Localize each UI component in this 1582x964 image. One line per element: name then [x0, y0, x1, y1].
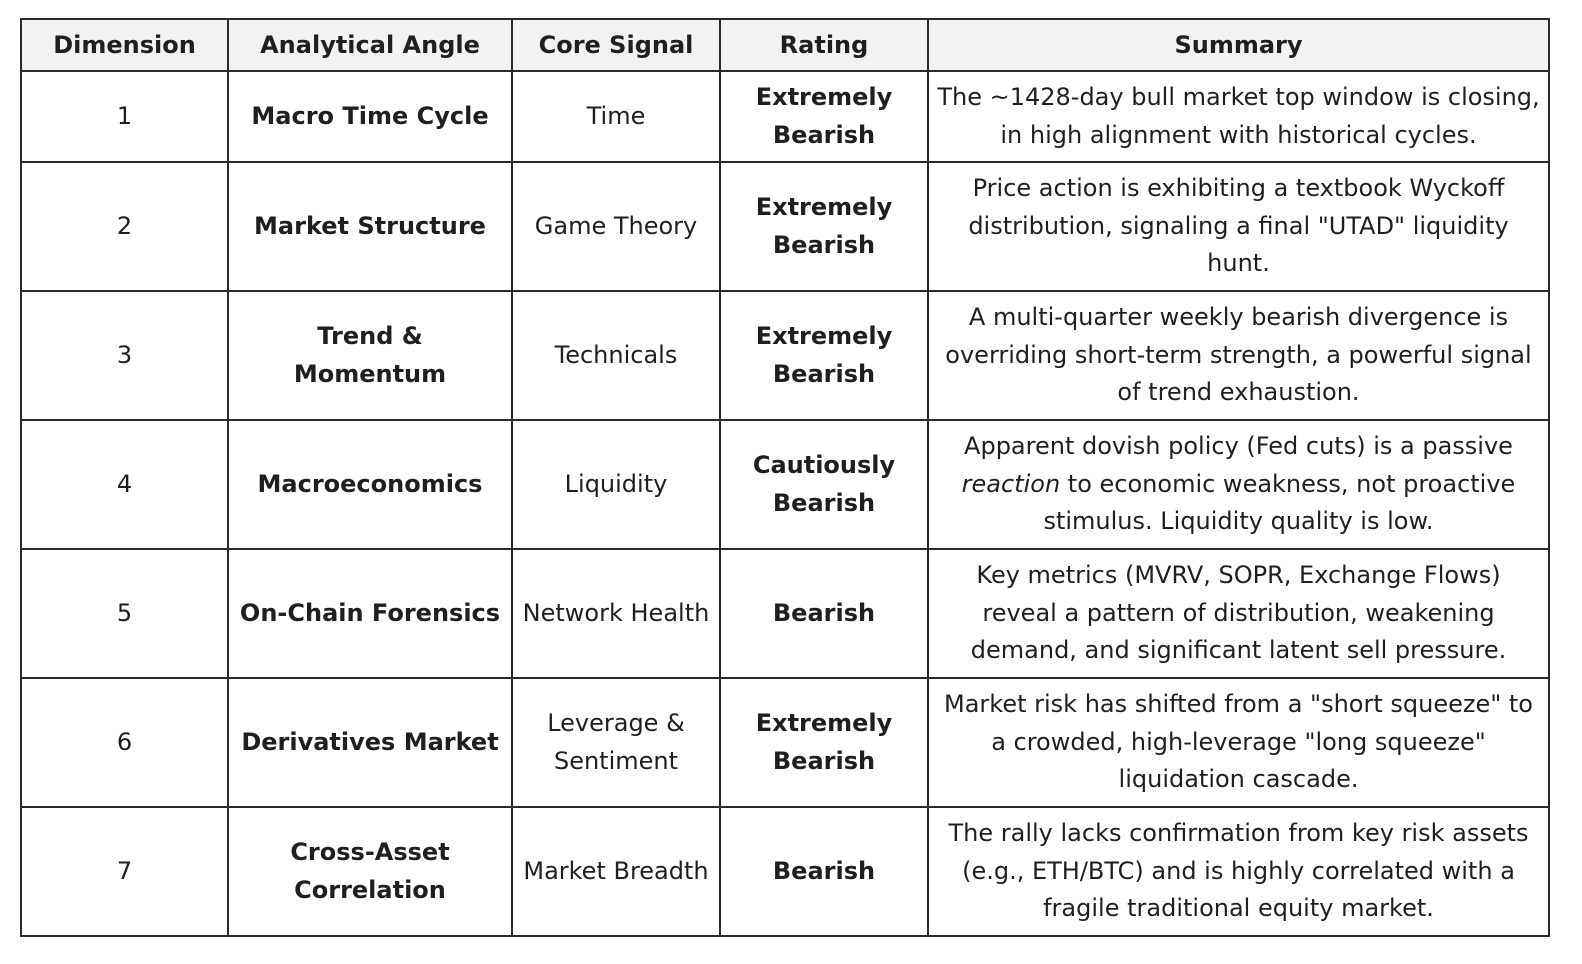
- core-signal-cell: Market Breadth: [512, 807, 720, 936]
- table-row: [21, 162, 1549, 291]
- table-row: [21, 549, 1549, 678]
- header-analytical-angle: Analytical Angle: [228, 19, 512, 71]
- summary-cell: [928, 71, 1549, 162]
- dimension-cell: 4: [21, 420, 228, 549]
- table-row: [21, 420, 1549, 549]
- summary-cell: [928, 807, 1549, 936]
- rating-cell: Extremely Bearish: [720, 678, 928, 807]
- rating-cell: Bearish: [720, 807, 928, 936]
- analysis-table: [20, 18, 1550, 937]
- header-rating: Rating: [720, 19, 928, 71]
- core-signal-cell: Liquidity: [512, 420, 720, 549]
- summary-text: Key metrics (MVRV, SOPR, Exchange Flows) reveal a pattern of distribution, weakening demand, and significant latent sell pressure.: [970, 561, 1507, 665]
- table-row: [21, 678, 1549, 807]
- summary-text: The ~1428-day bull market top window is closing, in high alignment with historical cycles.: [937, 83, 1540, 149]
- summary-cell: [928, 162, 1549, 291]
- dimension-cell: 2: [21, 162, 228, 291]
- summary-text: Price action is exhibiting a textbook Wyckoff distribution, signaling a final "UTAD" liquidity hunt.: [968, 174, 1509, 278]
- analytical-angle-cell: Cross-Asset Correlation: [228, 807, 512, 936]
- analysis-table-container: [20, 18, 1548, 937]
- analytical-angle-cell: Trend & Momentum: [228, 291, 512, 420]
- summary-text: A multi-quarter weekly bearish divergence is overriding short-term strength, a powerful signal of trend exhaustion.: [945, 303, 1532, 407]
- core-signal-cell: Network Health: [512, 549, 720, 678]
- summary-cell: [928, 420, 1549, 549]
- core-signal-cell: Technicals: [512, 291, 720, 420]
- dimension-cell: 7: [21, 807, 228, 936]
- summary-emphasis: reaction: [961, 469, 1061, 498]
- rating-cell: Cautiously Bearish: [720, 420, 928, 549]
- table-row: [21, 71, 1549, 162]
- table-row: [21, 291, 1549, 420]
- dimension-cell: 1: [21, 71, 228, 162]
- header-dimension: Dimension: [21, 19, 228, 71]
- analytical-angle-cell: Macro Time Cycle: [228, 71, 512, 162]
- rating-cell: Extremely Bearish: [720, 162, 928, 291]
- dimension-cell: 3: [21, 291, 228, 420]
- core-signal-cell: Time: [512, 71, 720, 162]
- table-header-row: [21, 19, 1549, 71]
- analytical-angle-cell: Market Structure: [228, 162, 512, 291]
- core-signal-cell: Game Theory: [512, 162, 720, 291]
- summary-text-cont: to economic weakness, not proactive stimulus. Liquidity quality is low.: [1043, 469, 1516, 536]
- analytical-angle-cell: On-Chain Forensics: [228, 549, 512, 678]
- summary-cell: [928, 549, 1549, 678]
- summary-cell: [928, 291, 1549, 420]
- dimension-cell: 6: [21, 678, 228, 807]
- summary-text: Market risk has shifted from a "short squeeze" to a crowded, high-leverage "long squeeze" liquidation cascade.: [944, 690, 1533, 794]
- core-signal-cell: Leverage & Sentiment: [512, 678, 720, 807]
- rating-cell: Extremely Bearish: [720, 71, 928, 162]
- summary-text: Apparent dovish policy (Fed cuts) is a passive: [964, 432, 1513, 461]
- rating-cell: Bearish: [720, 549, 928, 678]
- rating-cell: Extremely Bearish: [720, 291, 928, 420]
- analytical-angle-cell: Macroeconomics: [228, 420, 512, 549]
- table-row: [21, 807, 1549, 936]
- header-summary: Summary: [928, 19, 1549, 71]
- analytical-angle-cell: Derivatives Market: [228, 678, 512, 807]
- summary-text: The rally lacks confirmation from key risk assets (e.g., ETH/BTC) and is highly correlated with a fragile traditional equity market.: [948, 819, 1529, 923]
- summary-cell: [928, 678, 1549, 807]
- header-core-signal: Core Signal: [512, 19, 720, 71]
- dimension-cell: 5: [21, 549, 228, 678]
